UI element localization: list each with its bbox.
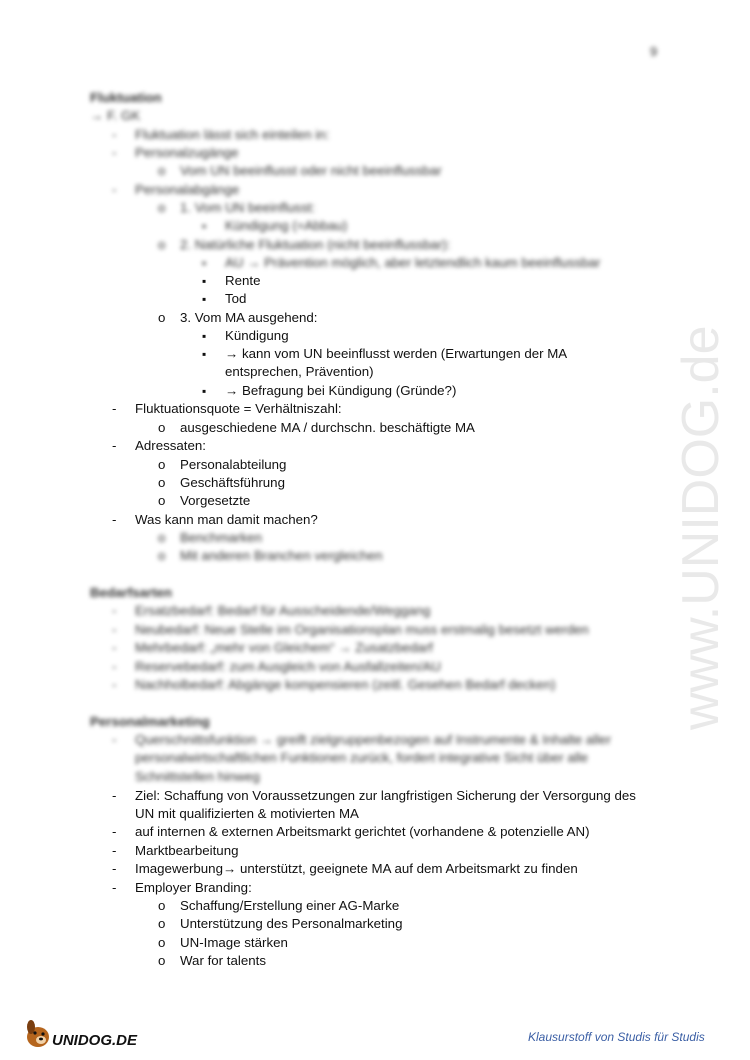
watermark-text: www.UNIDOG.de — [672, 325, 730, 730]
list-item: - Fluktuation lässt sich einteilen in: — [135, 126, 329, 144]
list-item: - Marktbearbeitung — [135, 842, 238, 860]
list-item-continued: entsprechen, Prävention) — [225, 364, 374, 379]
footer-text: Klausurstoff von Studis für Studis — [528, 1030, 705, 1044]
list-item: ▪ Kündigung (=Abbau) — [225, 217, 347, 235]
list-item-continued: UN mit qualifizierten & motivierten MA — [135, 806, 359, 821]
list-item: - Imagewerbung→ unterstützt, geeignete MA auf dem Arbeitsmarkt zu finden — [135, 860, 578, 878]
list-item: - Adressaten: — [135, 437, 206, 455]
dog-icon — [27, 1020, 49, 1047]
list-item: - Ziel: Schaffung von Voraussetzungen zur langfristigen Sicherung der Versorgung des — [135, 787, 636, 805]
watermark — [668, 280, 738, 740]
page-number: 9 — [650, 44, 658, 59]
heading-personalmarketing: Personalmarketing — [90, 714, 210, 729]
list-item: o 3. Vom MA ausgehend: — [180, 309, 318, 327]
list-item: - Personalzugänge — [135, 144, 239, 162]
list-item: - Neubedarf: Neue Stelle im Organisationsplan muss erstmalig besetzt werden — [135, 621, 589, 639]
list-item: - Querschnittsfunktion → greift zielgruppenbezogen auf Instrumente & Inhalte aller — [135, 731, 611, 749]
list-item: - Ersatzbedarf: Bedarf für Ausscheidende/Weggang — [135, 602, 430, 620]
list-item: o Benchmarken — [180, 529, 262, 547]
heading-bedarfsarten: Bedarfsarten — [90, 585, 173, 600]
list-item: o ausgeschiedene MA / durchschn. beschäftigte MA — [180, 419, 475, 437]
list-item: o Unterstützung des Personalmarketing — [180, 915, 402, 933]
list-item: o UN-Image stärken — [180, 934, 288, 952]
list-item: - Nachholbedarf: Abgänge kompensieren (zeitl. Gesehen Bedarf decken) — [135, 676, 556, 694]
list-item: - Employer Branding: — [135, 879, 252, 897]
logo-text: UNIDOG.DE — [52, 1032, 138, 1049]
list-item: ▪ → kann vom UN beeinflusst werden (Erwartungen der MA — [225, 345, 567, 363]
list-item: ▪ → Befragung bei Kündigung (Gründe?) — [225, 382, 456, 400]
list-item: o Geschäftsführung — [180, 474, 285, 492]
heading-fluktuation: Fluktuation — [90, 90, 162, 105]
fluktuation-ref: → F. GK — [90, 108, 141, 123]
list-item: ▪ Rente — [225, 272, 260, 290]
list-item: ▪ Tod — [225, 290, 246, 308]
list-item: o Vom UN beeinflusst oder nicht beeinflussbar — [180, 162, 442, 180]
list-item: o Personalabteilung — [180, 456, 286, 474]
list-item: o War for talents — [180, 952, 266, 970]
list-item: - auf internen & externen Arbeitsmarkt gerichtet (vorhandene & potenzielle AN) — [135, 823, 590, 841]
list-item: o 2. Natürliche Fluktuation (nicht beeinflussbar): — [180, 236, 451, 254]
list-item: ▪ Kündigung — [225, 327, 289, 345]
list-item: - Was kann man damit machen? — [135, 511, 318, 529]
list-item: o 1. Vom UN beeinflusst: — [180, 199, 315, 217]
list-item-continued: Schnittstellen hinweg — [135, 769, 260, 784]
unidog-logo — [22, 1013, 162, 1053]
list-item: o Vorgesetzte — [180, 492, 250, 510]
list-item: - Mehrbedarf: „mehr von Gleichem“ → Zusatzbedarf — [135, 639, 433, 657]
list-item: - Fluktuationsquote = Verhältniszahl: — [135, 400, 342, 418]
list-item: ▪ AU → Prävention möglich, aber letztendlich kaum beeinflussbar — [225, 254, 600, 272]
list-item: - Reservebedarf: zum Ausgleich von Ausfallzeiten/AU — [135, 658, 441, 676]
list-item: o Schaffung/Erstellung einer AG-Marke — [180, 897, 399, 915]
list-item: o Mit anderen Branchen vergleichen — [180, 547, 383, 565]
list-item: - Personalabgänge — [135, 181, 239, 199]
list-item-continued: personalwirtschaftlichen Funktionen zurück, fordert integrative Sicht über alle — [135, 750, 589, 765]
